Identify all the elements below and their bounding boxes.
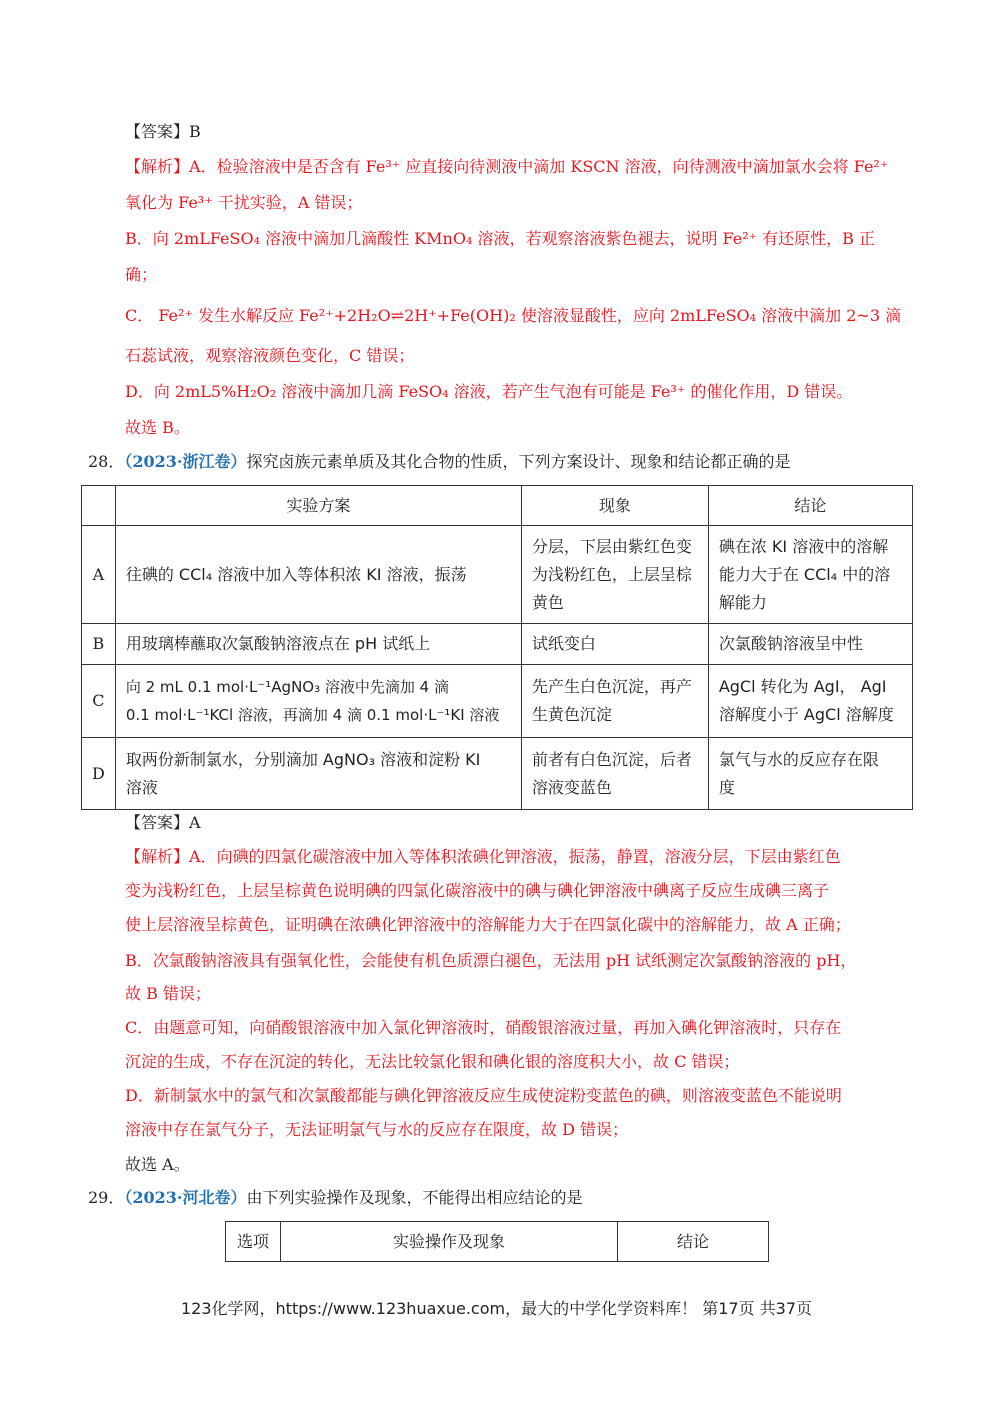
header-empty [82, 486, 116, 526]
q27-analysis-line-7: D．向 2mL5%H₂O₂ 溶液中滴加几滴 FeSO₄ 溶液，若产生气泡有可能是 Fe³⁺ 的催化作用，D 错误。 [125, 382, 853, 401]
table-row [82, 526, 913, 624]
phenomenon-cell: 前者有白色沉淀，后者 溶液变蓝色 [521, 738, 708, 810]
q27-analysis-line-2: 氧化为 Fe³⁺ 干扰实验，A 错误； [125, 193, 363, 212]
q27-analysis-line-4: 确； [125, 265, 158, 284]
q29-table [225, 1221, 769, 1262]
row-label: D [82, 738, 116, 810]
q27-text: A．检验溶液中是否含有 Fe³⁺ 应直接向待测液中滴加 KSCN 溶液，向待测液中滴加氯水会将 Fe²⁺ [189, 157, 889, 176]
q27-answer: 【答案】B [125, 122, 201, 141]
conclusion-cell: 碘在浓 KI 溶液中的溶解 能力大于在 CCl₄ 中的溶 解能力 [708, 526, 912, 624]
phenomenon-cell: 试纸变白 [521, 624, 708, 665]
table-row [82, 665, 913, 738]
plan-cell: 取两份新制氯水，分别滴加 AgNO₃ 溶液和淀粉 KI 溶液 [115, 738, 521, 810]
header-plan: 实验方案 [115, 486, 521, 526]
q28-analysis-line-4: B．次氯酸钠溶液具有强氧化性，会能使有机色质漂白褪色，无法用 pH 试纸测定次氯酸钠溶液的 pH， [125, 951, 857, 970]
header-option: 选项 [226, 1222, 281, 1262]
q28-analysis-line-6: C．由题意可知，向硝酸银溶液中加入氯化钾溶液时，硝酸银溶液过量，再加入碘化钾溶液时，只存在 [125, 1018, 842, 1037]
q28-stem [88, 452, 791, 472]
q28-stem-text: 探究卤族元素单质及其化合物的性质，下列方案设计、现象和结论都正确的是 [246, 452, 791, 471]
header-conclusion: 结论 [618, 1222, 769, 1262]
q29-number: 29． [88, 1188, 125, 1207]
conclusion-cell: 次氯酸钠溶液呈中性 [708, 624, 912, 665]
q27-analysis-label: 【解析】 [125, 157, 190, 176]
q28-source: （2023·浙江卷） [124, 452, 247, 471]
header-operation: 实验操作及现象 [281, 1222, 618, 1262]
q27-analysis-line-6: 石蕊试液，观察溶液颜色变化，C 错误； [125, 346, 415, 365]
q28-analysis-line-1: 【解析】A．向碘的四氯化碳溶液中加入等体积浓碘化钾溶液，振荡，静置，溶液分层，下层由紫红色 [125, 847, 841, 866]
q27-analysis-line-1 [125, 157, 888, 177]
row-label: B [82, 624, 116, 665]
q28-analysis-line-2: 变为浅粉红色，上层呈棕黄色说明碘的四氯化碳溶液中的碘与碘化钾溶液中碘离子反应生成碘三离子 [125, 881, 830, 900]
q28-answer: 【答案】A [125, 813, 201, 832]
plan-cell: 向 2 mL 0.1 mol·L⁻¹AgNO₃ 溶液中先滴加 4 滴 0.1 mol·L⁻¹KCl 溶液，再滴加 4 滴 0.1 mol·L⁻¹KI 溶液 [115, 665, 521, 738]
phenomenon-cell: 分层，下层由紫红色变 为浅粉红色，上层呈棕 黄色 [521, 526, 708, 624]
q28-analysis-label: 【解析】 [125, 847, 190, 866]
row-label: A [82, 526, 116, 624]
page-footer: 123化学网，https://www.123huaxue.com，最大的中学化学资料库！ 第17页 共37页 [181, 1299, 812, 1318]
plan-cell: 用玻璃棒蘸取次氯酸钠溶液点在 pH 试纸上 [115, 624, 521, 665]
header-conclusion: 结论 [708, 486, 912, 526]
q28-conclusion: 故选 A。 [125, 1155, 190, 1174]
plan-cell: 往碘的 CCl₄ 溶液中加入等体积浓 KI 溶液，振荡 [115, 526, 521, 624]
row-label: C [82, 665, 116, 738]
phenomenon-cell: 先产生白色沉淀，再产 生黄色沉淀 [521, 665, 708, 738]
q28-number: 28． [88, 452, 125, 471]
q28-analysis-line-3: 使上层溶液呈棕黄色，证明碘在浓碘化钾溶液中的溶解能力大于在四氯化碳中的溶解能力，故 A 正确； [125, 915, 851, 934]
conclusion-cell: 氯气与水的反应存在限 度 [708, 738, 912, 810]
q28-analysis-line-7: 沉淀的生成，不存在沉淀的转化，无法比较氯化银和碘化银的溶度积大小，故 C 错误； [125, 1052, 740, 1071]
conclusion-cell: AgCl 转化为 AgI， AgI 溶解度小于 AgCl 溶解度 [708, 665, 912, 738]
table-row [82, 624, 913, 665]
header-phenomenon: 现象 [521, 486, 708, 526]
q27-analysis-line-8: 故选 B。 [125, 418, 190, 437]
q27-analysis-line-5: C． Fe²⁺ 发生水解反应 Fe²⁺+2H₂O⇌2H⁺+Fe(OH)₂ 使溶液显酸性，应向 2mLFeSO₄ 溶液中滴加 2~3 滴 [125, 306, 902, 325]
q28-analysis-line-8: D．新制氯水中的氯气和次氯酸都能与碘化钾溶液反应生成使淀粉变蓝色的碘，则溶液变蓝色不能说明 [125, 1086, 842, 1105]
q28-analysis-line-9: 溶液中存在氯气分子，无法证明氯气与水的反应存在限度，故 D 错误； [125, 1120, 629, 1139]
q29-stem [88, 1188, 583, 1208]
q28-table [81, 485, 913, 810]
q29-source: （2023·河北卷） [124, 1188, 247, 1207]
q29-stem-text: 由下列实验操作及现象，不能得出相应结论的是 [246, 1188, 583, 1207]
q28-analysis-line-5: 故 B 错误； [125, 984, 211, 1003]
table-row [82, 738, 913, 810]
q27-analysis-line-3: B．向 2mLFeSO₄ 溶液中滴加几滴酸性 KMnO₄ 溶液，若观察溶液紫色褪去，说明 Fe²⁺ 有还原性，B 正 [125, 229, 876, 248]
